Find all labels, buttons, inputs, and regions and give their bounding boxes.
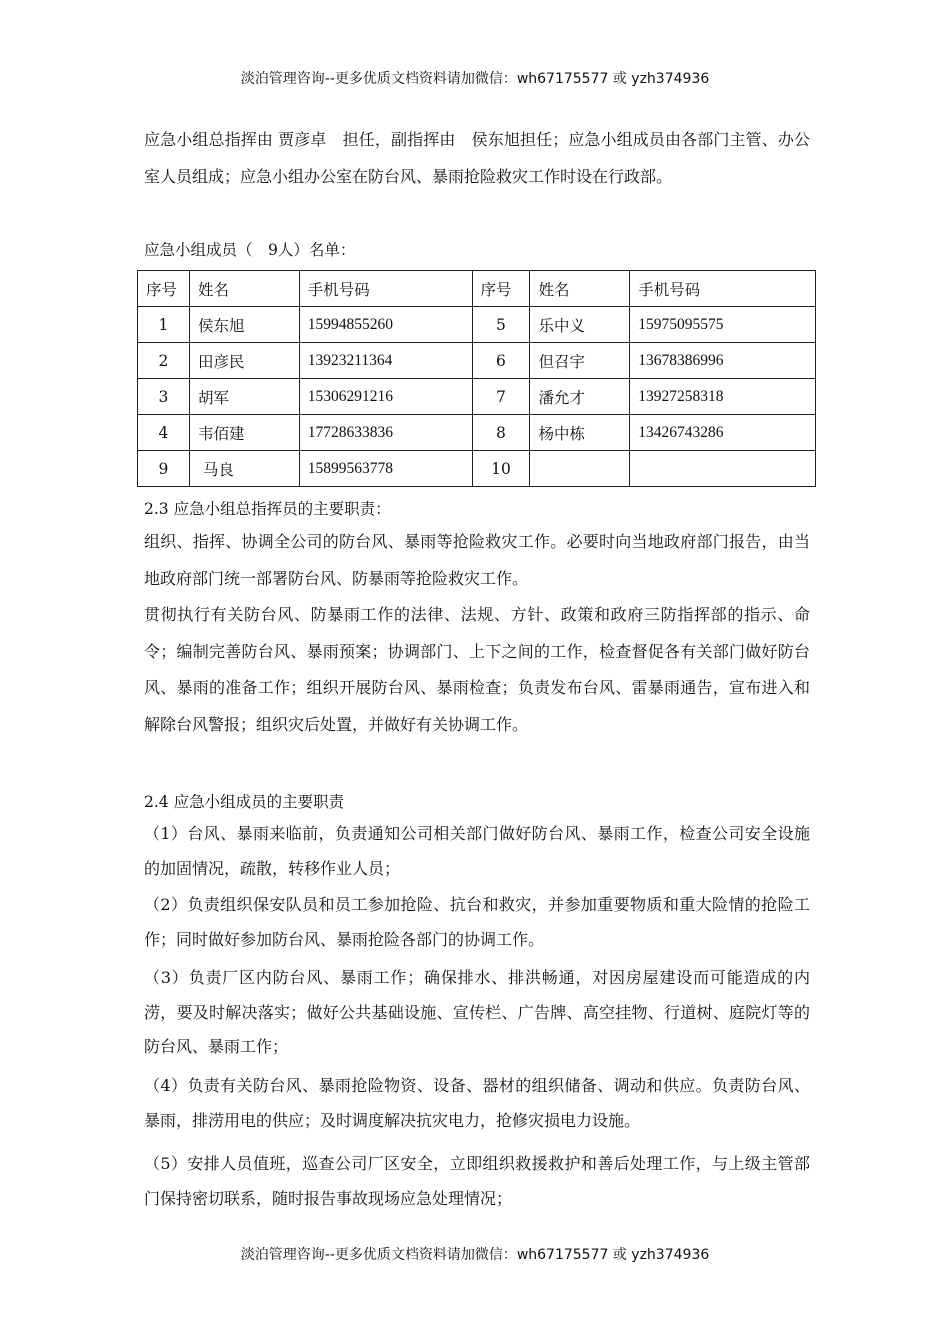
cell-index: 4 [138,415,190,451]
cell-name: 马良 [189,451,299,487]
intro-paragraph: 应急小组总指挥由 贾彦卓 担任，副指挥由 侯东旭担任；应急小组成员由各部门主管、办公室人员组成；应急小组办公室在防台风、暴雨抢险救灾工作时设在行政部。 [144,130,810,186]
cell-name: 杨中栋 [530,415,630,451]
duty-item-4: （4）负责有关防台风、暴雨抢险物资、设备、器材的组织储备、调动和供应。负责防台风、暴雨，排涝用电的供应；及时调度解决抗灾电力，抢修灾损电力设施。 [144,1076,810,1130]
cell-index: 10 [472,451,530,487]
duty-item-5: （5）安排人员值班，巡查公司厂区安全，立即组织救援救护和善后处理工作，与上级主管部门保持密切联系，随时报告事故现场应急处理情况； [144,1154,810,1208]
section-2-3-paragraph-1: 组织、指挥、协调全公司的防台风、暴雨等抢险救灾工作。必要时向当地政府部门报告，由当地政府部门统一部署防台风、防暴雨等抢险救灾工作。 [144,532,810,588]
cell-phone: 15306291216 [299,379,472,415]
header-index-2: 序号 [472,271,530,307]
duty-item-2: （2）负责组织保安队员和员工参加抢险、抗台和救灾，并参加重要物质和重大险情的抢险工作；同时做好参加防台风、暴雨抢险各部门的协调工作。 [144,895,810,949]
section-2-3-title: 2.3 应急小组总指挥员的主要职责： [144,500,391,518]
cell-index: 9 [138,451,190,487]
cell-name: 潘允才 [530,379,630,415]
table-row [138,451,816,487]
header-name-1: 姓名 [189,271,299,307]
duty-item-1: （1）台风、暴雨来临前，负责通知公司相关部门做好防台风、暴雨工作，检查公司安全设施的加固情况，疏散，转移作业人员； [144,824,810,878]
cell-name: 胡军 [189,379,299,415]
header-phone-2: 手机号码 [630,271,816,307]
cell-name: 韦佰建 [189,415,299,451]
cell-index: 2 [138,343,190,379]
cell-name: 乐中义 [530,307,630,343]
cell-index: 1 [138,307,190,343]
cell-index: 8 [472,415,530,451]
header-phone-1: 手机号码 [299,271,472,307]
members-table [137,270,816,487]
cell-name: 田彦民 [189,343,299,379]
cell-phone: 13923211364 [299,343,472,379]
section-2-3-paragraph-2: 贯彻执行有关防台风、防暴雨工作的法律、法规、方针、政策和政府三防指挥部的指示、命令；编制完善防台风、暴雨预案；协调部门、上下之间的工作，检查督促各有关部门做好防台风、暴雨的准备工作；组织开展防台风、暴雨检查；负责发布台风、雷暴雨通告，宣布进入和解除台风警报；组织灾后处置，并做好有关协调工作。 [144,605,810,734]
cell-index: 6 [472,343,530,379]
cell-index: 5 [472,307,530,343]
table-header-row [138,271,816,307]
cell-phone: 13678386996 [630,343,816,379]
page-footer: 淡泊管理咨询--更多优质文档资料请加微信：wh67175577 或 yzh374936 [240,1247,710,1263]
header-name-2: 姓名 [530,271,630,307]
cell-phone: 15994855260 [299,307,472,343]
table-row [138,307,816,343]
cell-name: 侯东旭 [189,307,299,343]
duty-item-3: （3）负责厂区内防台风、暴雨工作；确保排水、排洪畅通，对因房屋建设而可能造成的内涝，要及时解决落实；做好公共基础设施、宣传栏、广告牌、高空挂物、行道树、庭院灯等的防台风、暴雨工作； [144,968,810,1056]
cell-index: 7 [472,379,530,415]
page-header: 淡泊管理咨询--更多优质文档资料请加微信：wh67175577 或 yzh374936 [240,71,710,87]
cell-index: 3 [138,379,190,415]
cell-phone: 15975095575 [630,307,816,343]
members-caption: 应急小组成员（ 9人）名单： [144,241,356,259]
cell-name: 但召宇 [530,343,630,379]
cell-phone: 13927258318 [630,379,816,415]
header-index-1: 序号 [138,271,190,307]
table-row [138,415,816,451]
cell-phone [630,451,816,487]
table-row [138,379,816,415]
table-row [138,343,816,379]
cell-name [530,451,630,487]
cell-phone: 17728633836 [299,415,472,451]
cell-phone: 15899563778 [299,451,472,487]
cell-phone: 13426743286 [630,415,816,451]
section-2-4-title: 2.4 应急小组成员的主要职责 [144,793,345,811]
